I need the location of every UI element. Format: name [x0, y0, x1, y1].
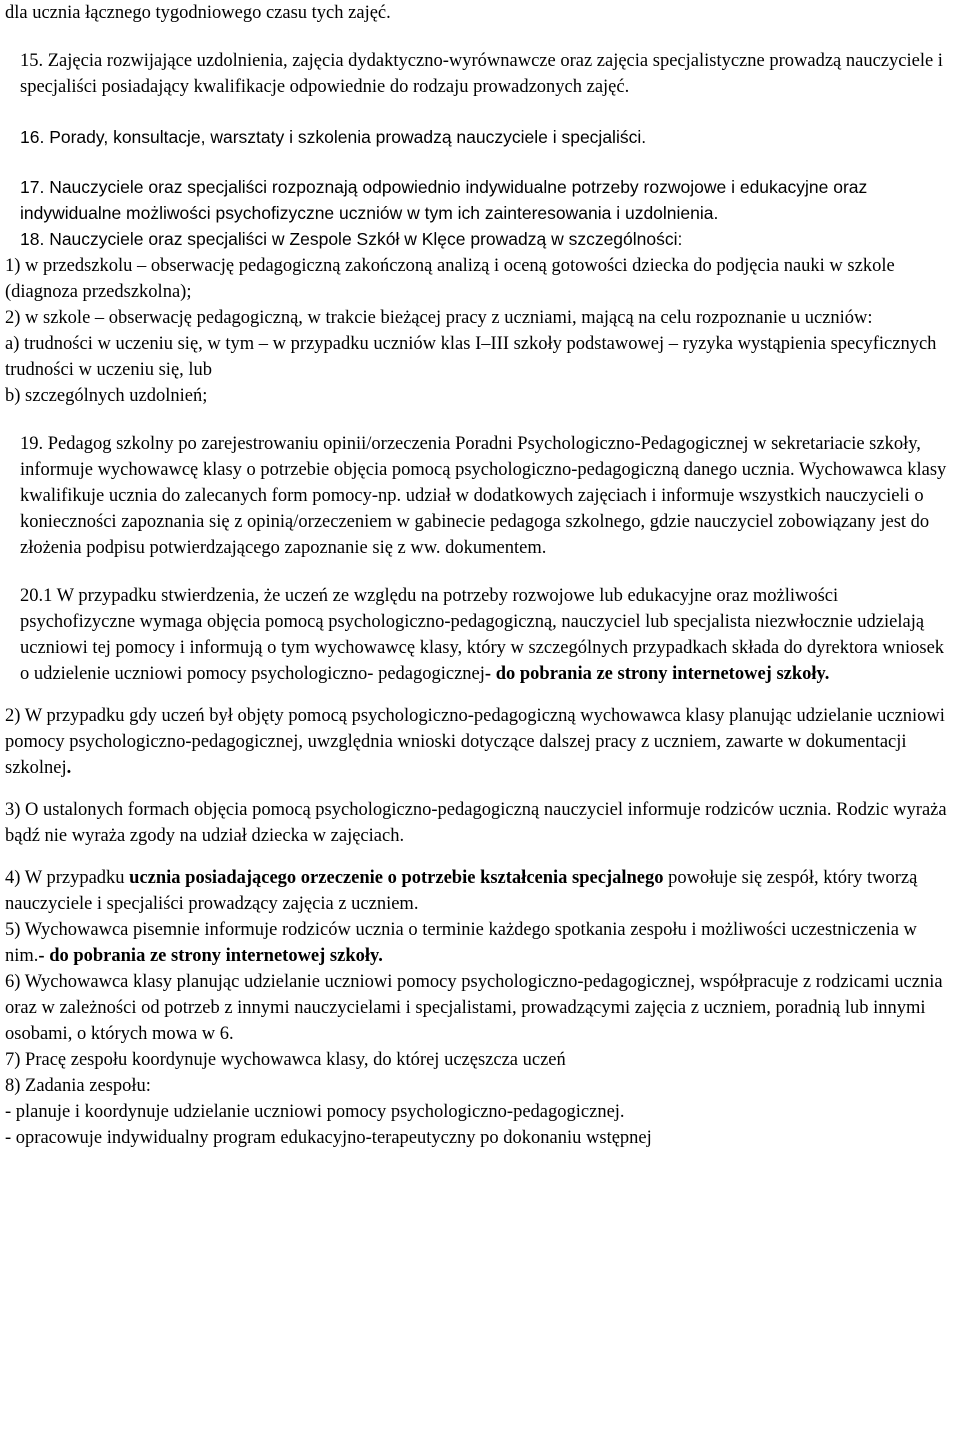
paragraph-20-1-text: 20.1 W przypadku stwierdzenia, że uczeń ze względu na potrzeby rozwojowe lub edukacyjne oraz możliwości psychofizyczne wymaga objęcia pomocą psychologiczno-pedagogiczną, nauczyciel lub specjalista niezwłocznie udzielają uczniowi tej pomocy i informują o tym wychowawcę klasy, który w szczególnych przypadkach składa do dyrektora wniosek o udzielenie uczniowi pomocy psychologiczno- pedagogicznej [20, 586, 945, 684]
paragraph-18-item-2: 2) w szkole – obserwację pedagogiczną, w trakcie bieżącej pracy z uczniami, mającą na celu rozpoznanie u uczniów: [5, 308, 873, 328]
paragraph-20-2 [5, 703, 950, 781]
paragraph-20-2-period: . [66, 758, 72, 778]
paragraph-18-item-b: b) szczególnych uzdolnień; [5, 386, 208, 406]
paragraph-18-item-1: 1) w przedszkolu – obserwację pedagogiczną zakończoną analizą i oceną gotowości dziecka do podjęcia nauki w szkole (diagnoza przedszkolna); [5, 256, 895, 302]
paragraph-20-6: 6) Wychowawca klasy planując udzielanie uczniowi pomocy psychologiczno-pedagogicznej, współpracuje z rodzicami ucznia oraz w zależności od potrzeb z innymi nauczycielami i specjalistami, prowadzącymi zajęcia z uczniem, poradnią lub innymi osobami, o których mowa w 6. [5, 972, 943, 1044]
paragraph-20-4-end: powołuje się zespół, który tworzą nauczyciele i specjaliści prowadzący zajęcia z uczniem. [5, 868, 918, 914]
paragraph-20-8-item-2: - opracowuje indywidualny program edukacyjno-terapeutyczny po dokonaniu wstępnej [5, 1128, 652, 1148]
paragraph-15: 15. Zajęcia rozwijające uzdolnienia, zajęcia dydaktyczno-wyrównawcze oraz zajęcia specjalistyczne prowadzą nauczyciele i specjaliści posiadający kwalifikacje odpowiednie do rodzaju prowadzonych zajęć. [20, 51, 943, 97]
paragraph-20-8-item-1: - planuje i koordynuje udzielanie uczniowi pomocy psychologiczno-pedagogicznej. [5, 1102, 625, 1122]
paragraph-continuation: dla ucznia łącznego tygodniowego czasu tych zajęć. [5, 3, 391, 23]
paragraph-18 [5, 226, 950, 253]
paragraph-20-4-emphasis: ucznia posiadającego orzeczenie o potrzebie kształcenia specjalnego [129, 868, 664, 888]
paragraph-20-4-start: 4) W przypadku [5, 868, 125, 888]
paragraph-19: 19. Pedagog szkolny po zarejestrowaniu opinii/orzeczenia Poradni Psychologiczno-Pedagogicznej w sekretariacie szkoły, informuje wychowawcę klasy o potrzebie objęcia pomocą psychologiczno-pedagogiczną danego ucznia. Wychowawca klasy kwalifikuje ucznia do zalecanych form pomocy-np. udział w dodatkowych zajęciach i informuje wszystkich nauczycieli o konieczności zapoznania się z opinią/orzeczeniem w gabinecie pedagoga szkolnego, gdzie nauczyciel zobowiązany jest do złożenia podpisu potwierdzającego zapoznanie się z ww. dokumentem. [20, 434, 947, 558]
paragraph-20-5-text: 5) Wychowawca pisemnie informuje rodziców ucznia o terminie każdego spotkania zespołu i możliwości uczestniczenia w nim. [5, 920, 917, 966]
paragraph-18-text: 18. Nauczyciele oraz specjaliści w Zespole Szkół w Klęce prowadzą w szczególności: [20, 229, 683, 249]
paragraph-17: 17. Nauczyciele oraz specjaliści rozpoznają odpowiednio indywidualne potrzeby rozwojowe i edukacyjne oraz indywidualne możliwości psychofizyczne uczniów w tym ich zainteresowania i uzdolnienia. [20, 177, 868, 223]
paragraph-20-7: 7) Pracę zespołu koordynuje wychowawca klasy, do której uczęszcza uczeń [5, 1050, 566, 1070]
paragraph-20-1 [5, 583, 950, 687]
paragraph-20-4 [5, 865, 950, 917]
download-note: - do pobrania ze strony internetowej szkoły. [484, 664, 830, 684]
paragraph-20-2-text: 2) W przypadku gdy uczeń był objęty pomocą psychologiczno-pedagogiczną wychowawca klasy planując udzielanie uczniowi pomocy psychologiczno-pedagogicznej, uwzględnia wnioski dotyczące dalszej pracy z uczniem, zawarte w dokumentacji szkolnej [5, 706, 945, 778]
paragraph-20-8: 8) Zadania zespołu: [5, 1076, 151, 1096]
download-note-2: - do pobrania ze strony internetowej szkoły. [38, 946, 383, 966]
paragraph-16: 16. Porady, konsultacje, warsztaty i szkolenia prowadzą nauczyciele i specjaliści. [20, 127, 647, 147]
paragraph-20-3: 3) O ustalonych formach objęcia pomocą psychologiczno-pedagogiczną nauczyciel informuje rodziców ucznia. Rodzic wyraża bądź nie wyraża zgody na udział dziecka w zajęciach. [5, 800, 947, 846]
paragraph-18-item-a: a) trudności w uczeniu się, w tym – w przypadku uczniów klas I–III szkoły podstawowej – ryzyka wystąpienia specyficznych trudności w uczeniu się, lub [5, 334, 937, 380]
paragraph-20-5 [5, 917, 950, 969]
